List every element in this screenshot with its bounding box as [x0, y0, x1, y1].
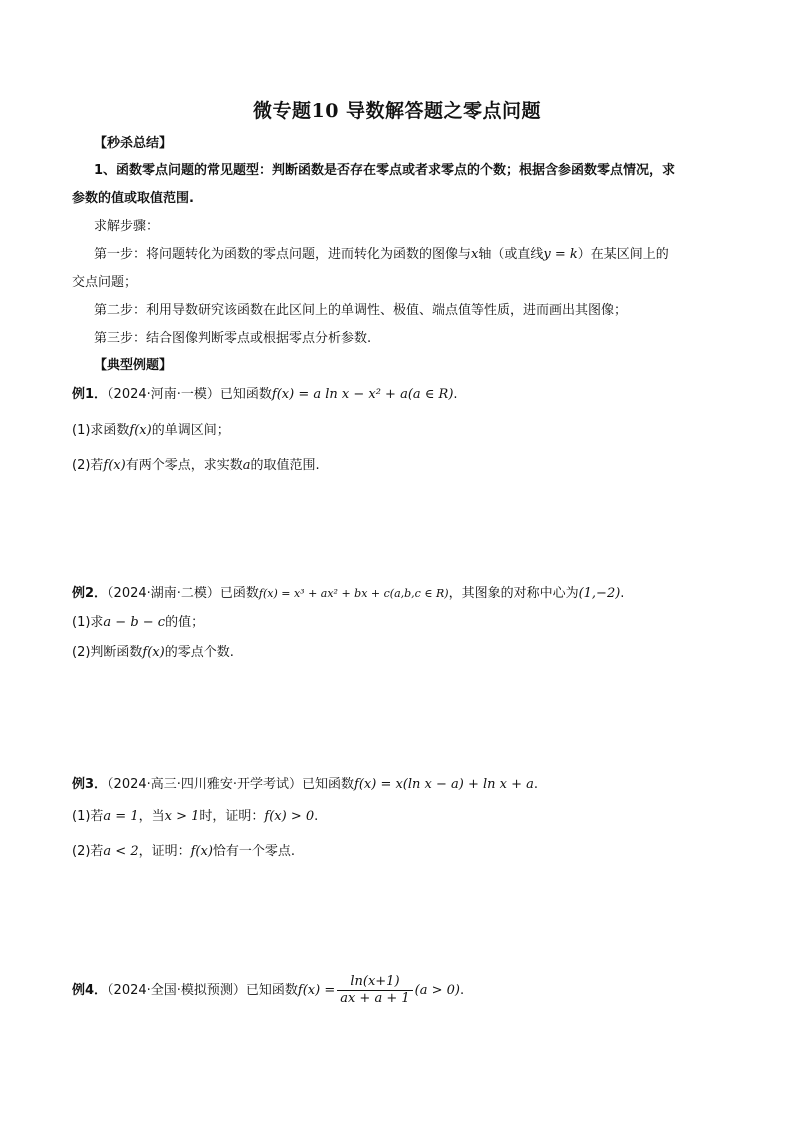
- fraction-numerator: ln(x+1): [337, 974, 412, 991]
- example-2-label: 例2．: [72, 586, 108, 601]
- part-prefix: (1)求: [72, 615, 104, 630]
- example-1-end: .: [453, 387, 458, 402]
- example-4-formula-lhs: f(x) =: [297, 983, 336, 998]
- summary-point1-line1: 1、函数零点问题的常见题型：判断函数是否存在零点或者求零点的个数；根据含参函数零点情况，求: [94, 163, 676, 178]
- step2: 第二步：利用导数研究该函数在此区间上的单调性、极值、端点值等性质，进而画出其图像；: [94, 303, 628, 318]
- example-3-end: .: [533, 777, 539, 792]
- part-math: f(x): [103, 458, 126, 473]
- steps-label: 求解步骤：: [94, 219, 160, 234]
- step3: 第三步：结合图像判断零点或根据零点分析参数.: [94, 331, 372, 346]
- step1-text-c: ）在某区间上的: [577, 247, 669, 262]
- example-3-part-1: [72, 808, 318, 826]
- part-prefix: (1)求函数: [72, 423, 130, 438]
- part-prefix: (2)若: [72, 844, 104, 859]
- example-4-fraction: [337, 974, 412, 1007]
- fraction-denominator: ax + a + 1: [340, 991, 410, 1006]
- example-1-source: （2024·河南·一模）已知函数: [107, 387, 272, 402]
- part-mid: 有两个零点，求实数: [125, 458, 243, 473]
- part-mid: ，当: [138, 809, 165, 824]
- part-prefix: (1)若: [72, 809, 104, 824]
- example-3-label: 例3．: [72, 777, 108, 792]
- part-math3: f(x) > 0: [264, 809, 315, 824]
- part-math: a = 1: [103, 809, 139, 824]
- part-prefix: (2)判断函数: [72, 645, 143, 660]
- example-2-source: （2024·湖南·二模）已函数: [107, 586, 259, 601]
- part-math2: f(x): [190, 844, 213, 859]
- step1-line-equation: y = k: [543, 247, 578, 262]
- part-suffix: 的值；: [165, 615, 205, 630]
- part-suffix: .: [314, 809, 319, 824]
- example-4-end: .: [459, 983, 465, 998]
- example-1-stem: [72, 386, 458, 404]
- part-math2: a: [242, 458, 251, 473]
- step1-line1: [94, 246, 669, 264]
- example-1-part-2: [72, 457, 320, 475]
- part-mid2: 时，证明：: [199, 809, 265, 824]
- part-suffix: 的单调区间；: [151, 423, 230, 438]
- example-3-stem: [72, 776, 538, 794]
- example-2-formula: f(x) = x³ + ax² + bx + c(a,b,c ∈ R): [258, 587, 449, 600]
- part-math2: x > 1: [164, 809, 200, 824]
- example-1-part-1: [72, 422, 230, 440]
- example-2-part-1: [72, 614, 204, 632]
- part-suffix: 恰有一个零点.: [212, 844, 296, 859]
- step1-text-a: 第一步：将问题转化为函数的零点问题，进而转化为函数的图像与: [94, 247, 472, 262]
- step1-x-symbol: x: [471, 247, 479, 262]
- example-1-formula: f(x) = a ln x − x² + a(a ∈ R): [271, 387, 454, 402]
- example-2-point: (1,−2): [578, 586, 621, 601]
- example-3-formula: f(x) = x(ln x − a) + ln x + a: [354, 777, 534, 792]
- part-math: f(x): [142, 645, 165, 660]
- example-4-source: （2024·全国·模拟预测）已知函数: [107, 983, 298, 998]
- part-suffix: 的零点个数.: [164, 645, 234, 660]
- part-math: f(x): [129, 423, 152, 438]
- summary-point1-line2: 参数的值或取值范围.: [72, 191, 194, 206]
- example-4-stem: [72, 974, 464, 1008]
- example-4-label: 例4．: [72, 983, 108, 998]
- example-2-part-2: [72, 644, 234, 662]
- example-2-stem: [72, 585, 624, 603]
- part-math: a − b − c: [103, 615, 166, 630]
- example-2-end: .: [620, 586, 625, 601]
- example-2-mid: ，其图象的对称中心为: [448, 586, 579, 601]
- part-suffix: 的取值范围.: [250, 458, 320, 473]
- part-prefix: (2)若: [72, 458, 104, 473]
- step1-text-b: 轴（或直线: [478, 247, 544, 262]
- part-math: a < 2: [103, 844, 139, 859]
- example-1-label: 例1．: [72, 387, 108, 402]
- example-3-part-2: [72, 843, 295, 861]
- step1-line2: 交点问题；: [72, 275, 138, 290]
- page-title: 微专题10 导数解答题之零点问题: [252, 100, 542, 122]
- example-3-source: （2024·高三·四川雅安·开学考试）已知函数: [107, 777, 355, 792]
- summary-header: 【秒杀总结】: [94, 136, 173, 151]
- part-mid: ，证明：: [138, 844, 191, 859]
- examples-header: 【典型例题】: [94, 358, 173, 373]
- example-4-condition: (a > 0): [414, 983, 460, 998]
